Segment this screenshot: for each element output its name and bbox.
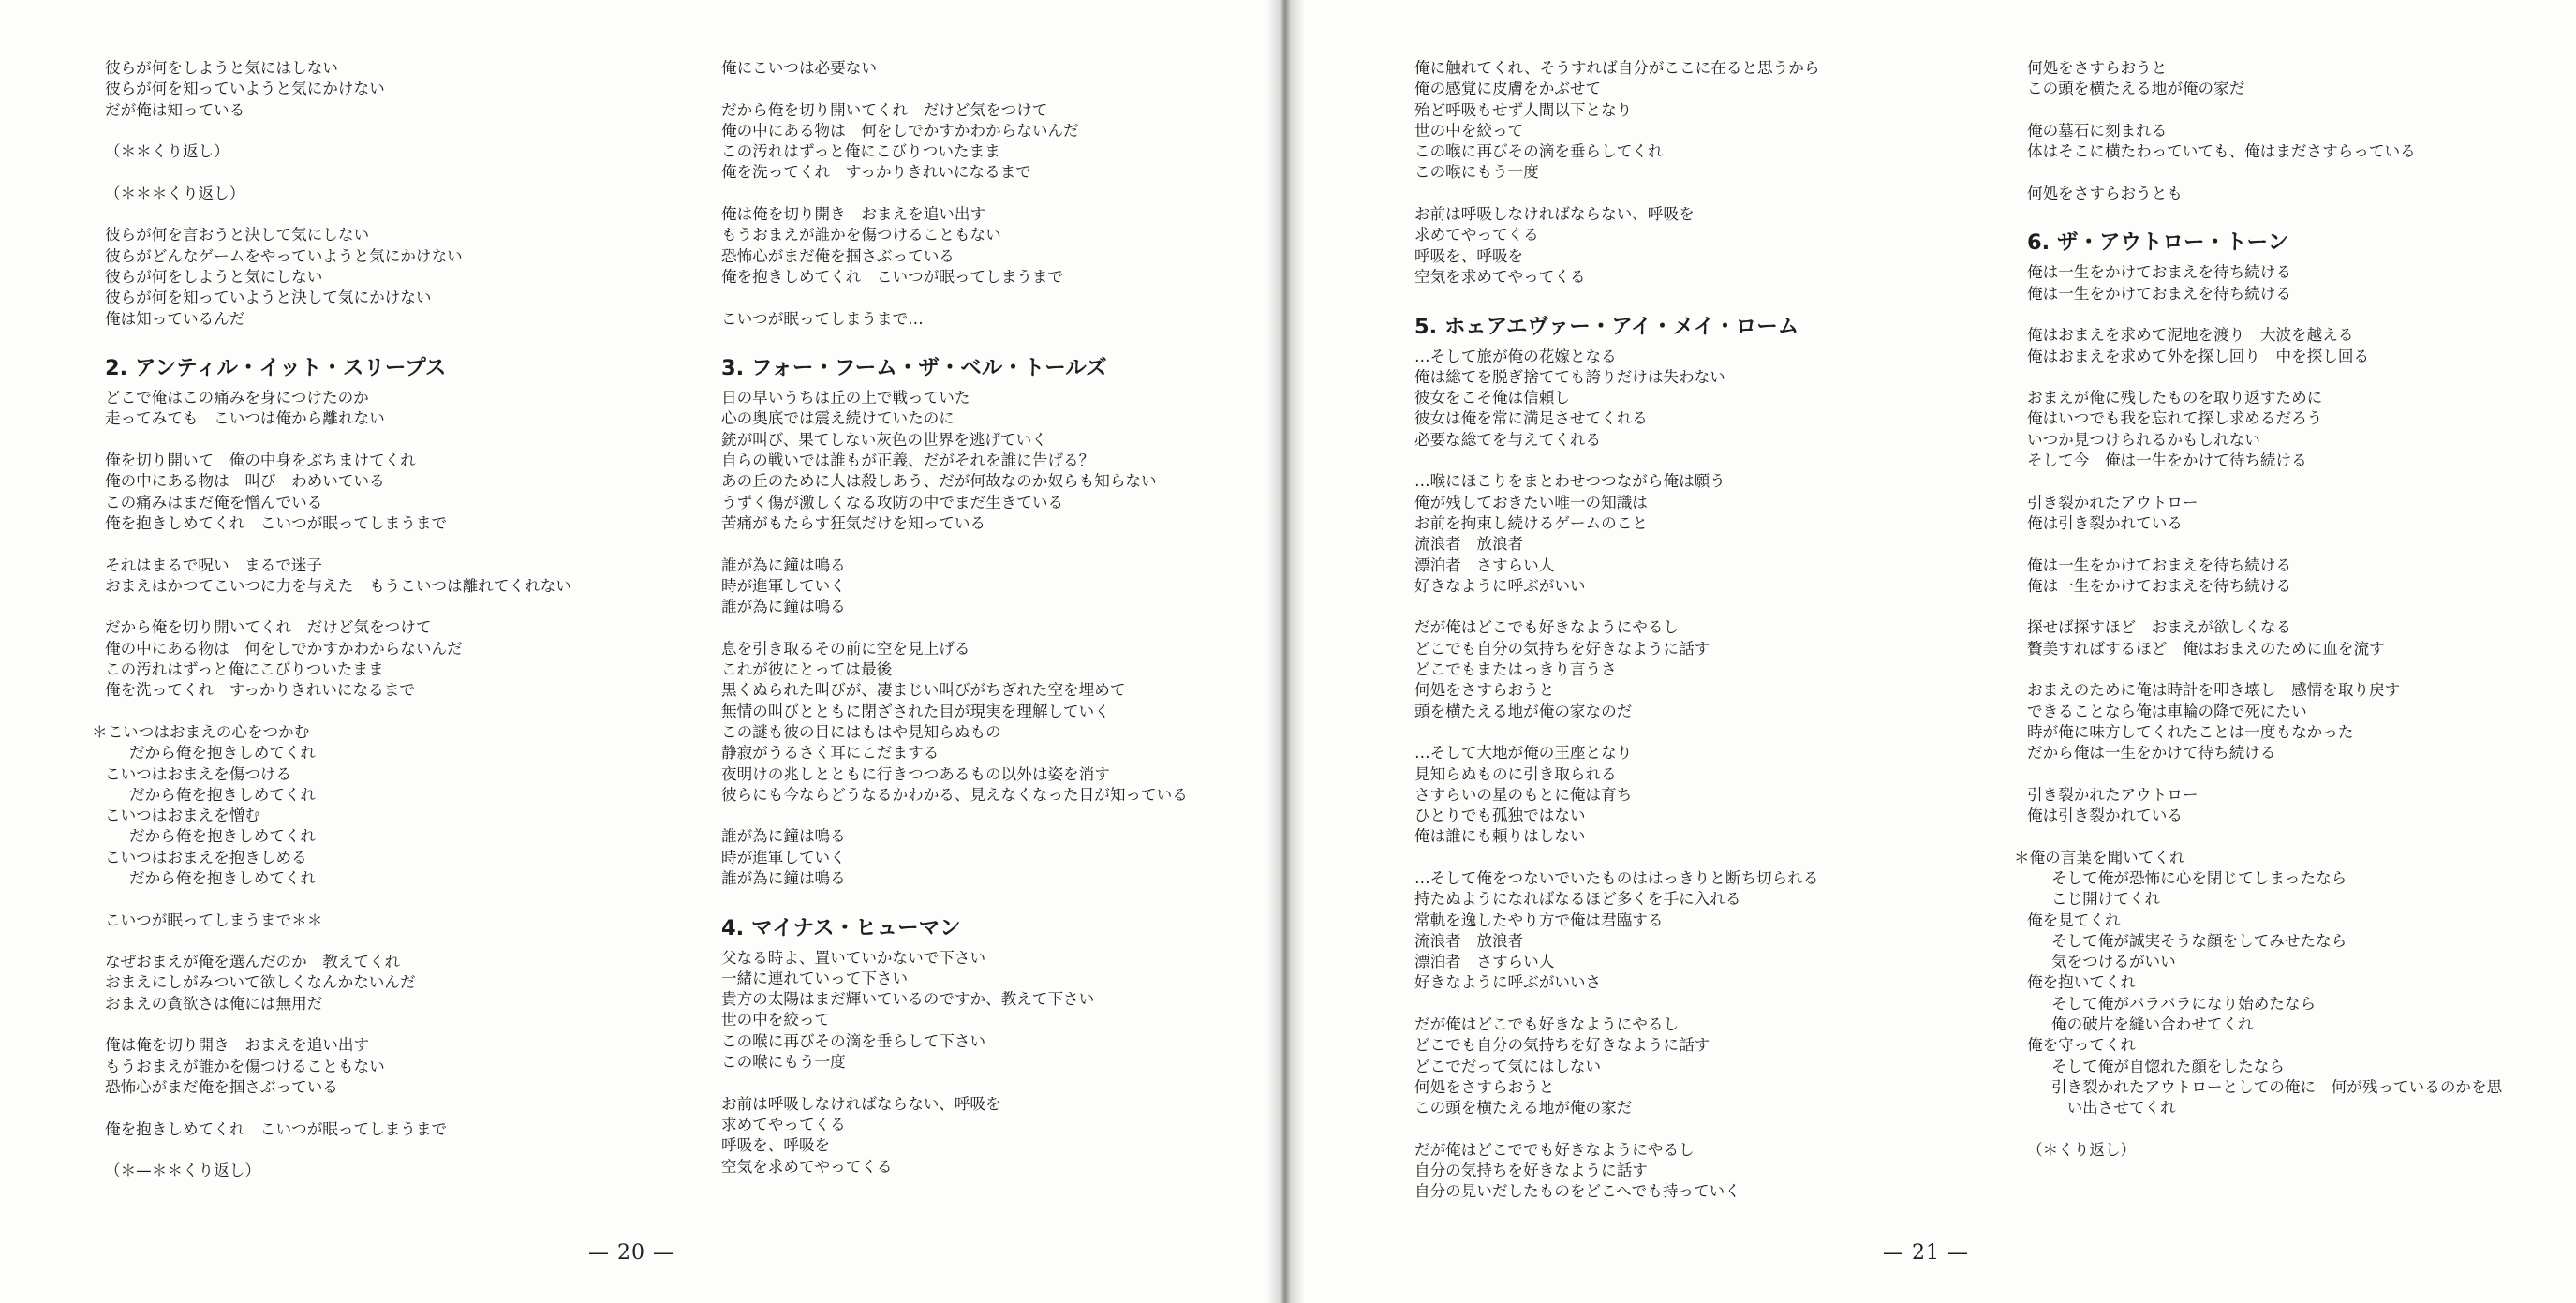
- lyric-line: おまえが俺に残したものを取り返すために: [2027, 389, 2323, 407]
- lyric-line: 探せば探すほど おまえが欲しくなる: [2027, 618, 2292, 637]
- lyric-line: 頭を横たえる地が俺の家なのだ: [1414, 702, 1633, 720]
- lyric-line: だから俺は一生をかけて待ち続ける: [2027, 744, 2276, 763]
- lyric-line: 一緒に連れていって下さい: [721, 969, 909, 987]
- lyric-line: 俺を抱いてくれ: [2027, 973, 2137, 992]
- lyric-line: この喉にもう一度: [1414, 163, 1539, 182]
- lyric-line: おまえの貪欲さは俺には無用だ: [105, 994, 323, 1013]
- lyric-line-indented: だから俺を抱きしめてくれ: [129, 744, 317, 763]
- lyric-line: 俺は引き裂かれている: [2027, 513, 2183, 532]
- stanza-gap: [2027, 764, 2576, 785]
- lyric-line: 彼女をこそ俺は信頼し: [1414, 389, 1570, 407]
- lyric-line-marked: ＊俺の言葉を聞いてくれ: [2014, 848, 2185, 866]
- lyric-line: 俺の墓石に刻まれる: [2027, 121, 2168, 140]
- lyric-line: 彼らがどんなゲームをやっていようと気にかけない: [105, 246, 463, 265]
- lyric-line: いつか見つけられるかもしれない: [2027, 430, 2260, 449]
- lyric-line: 俺を洗ってくれ すっかりきれいになるまで: [721, 163, 1031, 182]
- stanza-gap: [105, 162, 667, 183]
- book-spine: [1266, 0, 1304, 1303]
- song-title: 4. マイナス・ヒューマン: [721, 915, 961, 940]
- lyric-line: 彼らが何を言おうと決して気にしない: [105, 226, 370, 244]
- lyric-line: おまえにしがみついて欲しくなんかないんだ: [105, 973, 416, 992]
- lyric-line: …そして旅が俺の花嫁となる: [1414, 347, 1617, 365]
- lyric-line: 俺の中にある物は 叫び わめいている: [105, 472, 385, 491]
- lyric-line: どこで俺はこの痛みを身につけたのか: [105, 389, 369, 407]
- stanza-gap: [1414, 597, 1976, 617]
- stanza-gap: [721, 617, 1283, 638]
- lyric-line: この謎も彼の目にはもはや見知らぬもの: [721, 722, 1001, 741]
- stanza-gap: [1414, 994, 1976, 1014]
- lyric-line: 求めてやってくる: [721, 1115, 846, 1133]
- lyric-line-marked: ＊こいつはおまえの心をつかむ: [92, 722, 310, 741]
- left-page: [0, 0, 1281, 1303]
- lyric-line: 何処をさすらおうと: [2027, 59, 2168, 77]
- lyric-line: こいつが眠ってしまうまで…: [721, 309, 924, 328]
- stanza-gap: [721, 330, 1283, 350]
- stanza-gap: [2027, 100, 2576, 121]
- lyric-line: できることなら俺は車輪の降で死にたい: [2027, 702, 2307, 720]
- lyric-line: 流浪者 放浪者: [1414, 931, 1524, 950]
- lyric-line: 俺の中にある物は 何をしでかすかわからないんだ: [105, 639, 463, 658]
- lyric-line: どこでも自分の気持ちを好きなように話す: [1414, 639, 1710, 658]
- stanza-gap: [2027, 659, 2576, 680]
- lyric-line: 俺に触れてくれ、そうすれば自分がここに在ると思うから: [1414, 59, 1820, 77]
- lyric-line: 俺は一生をかけておまえを待ち続ける: [2027, 555, 2292, 574]
- lyric-line-indented: 気をつけるがいい: [2051, 953, 2176, 971]
- lyric-line: 空気を求めてやってくる: [721, 1157, 893, 1176]
- lyric-line: だから俺を切り開いてくれ だけど気をつけて: [721, 100, 1048, 119]
- lyric-line: 日の早いうちは丘の上で戦っていた: [721, 389, 970, 407]
- lyric-line: こいつはおまえを憎む: [105, 807, 260, 825]
- lyric-line: 好きなように呼ぶがいいさ: [1414, 973, 1602, 992]
- stanza-gap: [105, 1098, 667, 1118]
- lyric-line: 俺は知っているんだ: [105, 309, 245, 328]
- lyric-line: …そして大地が俺の王座となり: [1414, 744, 1633, 763]
- stanza-gap: [721, 889, 1283, 910]
- lyric-line: 俺はおまえを求めて泥地を渡り 大波を越える: [2027, 326, 2354, 345]
- right-page: [1281, 0, 2576, 1303]
- lyric-line: 俺はおまえを求めて外を探し回り 中を探し回る: [2027, 347, 2370, 365]
- lyric-line: 俺の中にある物は 何をしでかすかわからないんだ: [721, 121, 1079, 140]
- stanza-gap: [2027, 367, 2576, 388]
- lyric-line: 必要な総てを与えてくれる: [1414, 430, 1602, 449]
- lyric-line: 空気を求めてやってくる: [1414, 267, 1586, 286]
- lyric-line: 殆ど呼吸もせず人間以下となり: [1414, 100, 1633, 119]
- lyric-line: どこでだって気にはしない: [1414, 1057, 1602, 1075]
- lyric-line: だから俺を切り開いてくれ だけど気をつけて: [105, 618, 432, 637]
- lyric-line: ひとりでも孤独ではない: [1414, 807, 1586, 825]
- lyric-line: そして今 俺は一生をかけて待ち続ける: [2027, 452, 2307, 470]
- stanza-gap: [1414, 184, 1976, 204]
- lyric-line: 銃が叫び、果てしない灰色の世界を逃げていく: [721, 430, 1047, 449]
- lyric-line-indented: そして俺が自惚れた顔をしたなら: [2051, 1057, 2285, 1075]
- lyric-line: 求めてやってくる: [1414, 226, 1539, 244]
- lyric-line: この頭を横たえる地が俺の家だ: [1414, 1099, 1633, 1118]
- lyric-line: 俺は一生をかけておまえを待ち続ける: [2027, 284, 2292, 303]
- lyric-line: 俺を洗ってくれ すっかりきれいになるまで: [105, 681, 415, 700]
- lyric-line: 俺はいつでも我を忘れて探し求めるだろう: [2027, 409, 2323, 428]
- lyric-line: 贅美すればするほど 俺はおまえのために血を流す: [2027, 639, 2385, 658]
- stanza-gap: [721, 806, 1283, 826]
- lyric-line: 誰が為に鐘は鳴る: [721, 827, 846, 846]
- stanza-gap: [105, 204, 667, 225]
- stanza-gap: [2027, 826, 2576, 847]
- stanza-gap: [105, 121, 667, 141]
- lyric-line: （＊＊くり返し）: [105, 142, 229, 161]
- lyric-line: だが俺はどこででも好きなようにやるし: [1414, 1140, 1695, 1159]
- lyric-line: 俺は総てを脱ぎ捨てても誇りだけは失わない: [1414, 367, 1725, 386]
- lyric-line: 見知らぬものに引き取られる: [1414, 764, 1617, 783]
- lyric-line: 恐怖心がまだ俺を掴さぶっている: [721, 246, 955, 265]
- lyric-line: 俺を抱きしめてくれ こいつが眠ってしまうまで: [105, 513, 448, 532]
- stanza-gap: [1414, 288, 1976, 308]
- lyric-line: どこでもまたはっきり言うさ: [1414, 660, 1617, 679]
- lyric-line: 俺を守ってくれ: [2027, 1036, 2137, 1055]
- lyric-line: 自分の気持ちを好きなように話す: [1414, 1162, 1648, 1180]
- lyric-line: 静寂がうるさく耳にこだまする: [721, 744, 940, 763]
- right-page-column-1: [1414, 58, 1976, 1203]
- lyric-line: 俺にこいつは必要ない: [721, 59, 877, 77]
- stanza-gap: [2027, 471, 2576, 492]
- lyric-line-indented: 引き裂かれたアウトローとしての俺に 何が残っているのかを思: [2051, 1077, 2503, 1096]
- lyric-line: 俺は俺を切り開き おまえを追い出す: [721, 205, 986, 224]
- lyric-line: 俺の感覚に皮膚をかぶせて: [1414, 80, 1602, 98]
- lyric-line-indented: そして俺が恐怖に心を閉じてしまったなら: [2051, 868, 2347, 887]
- lyric-line: この喉に再びその滴を垂らして下さい: [721, 1031, 986, 1050]
- lyric-line: おまえのために俺は時計を叩き壊し 感情を取り戻す: [2027, 681, 2401, 700]
- lyric-line: 俺を切り開いて 俺の中身をぶちまけてくれ: [105, 452, 416, 470]
- lyric-line: 時が進軍していく: [721, 848, 846, 866]
- lyric-line: お前を拘束し続けるゲームのこと: [1414, 513, 1648, 532]
- lyric-line: 彼らが何をしようと気にはしない: [105, 59, 338, 77]
- lyric-line: 俺を見てくれ: [2027, 911, 2121, 929]
- song-title: 3. フォー・フーム・ザ・ベル・トールズ: [721, 356, 1107, 381]
- stanza-gap: [105, 1140, 667, 1161]
- lyric-line: 何処をさすらおうと: [1414, 1077, 1555, 1096]
- lyric-line: 自らの戦いでは誰もが正義、だがそれを誰に告げる？: [721, 452, 1095, 470]
- lyric-line: 引き裂かれたアウトロー: [2027, 785, 2198, 804]
- lyric-line: 走ってみても こいつは俺から離れない: [105, 409, 385, 428]
- lyric-line: なぜおまえが俺を選んだのか 教えてくれ: [105, 953, 401, 971]
- lyric-line: 貴方の太陽はまだ輝いているのですか、教えて下さい: [721, 990, 1095, 1009]
- lyric-line: …喉にほこりをまとわせつつながら俺は願う: [1414, 472, 1725, 491]
- right-page-column-2: [2014, 58, 2576, 1161]
- stanza-gap: [721, 79, 1283, 99]
- lyric-line: 息を引き取るその前に空を見上げる: [721, 639, 970, 658]
- stanza-gap: [721, 534, 1283, 555]
- lyric-line: （＊＊＊くり返し）: [105, 184, 245, 202]
- lyric-line: この汚れはずっと俺にこびりついたまま: [721, 142, 1000, 161]
- lyric-line: 彼らが何をしようと気にしない: [105, 267, 323, 286]
- lyric-line: 心の奥底では震え続けていたのに: [721, 409, 955, 428]
- lyric-line: 俺が残しておきたい唯一の知識は: [1414, 493, 1648, 511]
- lyric-line-indented: そして俺が誠実そうな顔をしてみせたなら: [2051, 931, 2347, 950]
- lyric-line: 俺を抱きしめてくれ こいつが眠ってしまうまで: [721, 267, 1064, 286]
- lyric-line: だが俺は知っている: [105, 100, 245, 119]
- lyric-line: 俺を抱きしめてくれ こいつが眠ってしまうまで: [105, 1119, 448, 1138]
- stanza-gap: [105, 889, 667, 910]
- lyric-line: 父なる時よ、置いていかないで下さい: [721, 948, 986, 967]
- lyric-line: 時が俺に味方してくれたことは一度もなかった: [2027, 722, 2354, 741]
- lyric-line: もうおまえが誰かを傷つけることもない: [105, 1057, 385, 1075]
- lyric-line: 好きなように呼ぶがいい: [1414, 576, 1586, 595]
- stanza-gap: [1414, 848, 1976, 868]
- lyric-line: さすらいの星のもとに俺は育ち: [1414, 785, 1633, 804]
- song-title: 6. ザ・アウトロー・トーン: [2027, 230, 2289, 256]
- lyric-line: お前は呼吸しなければならない、呼吸を: [721, 1094, 1001, 1113]
- lyric-line: 彼らにも今ならどうなるかわかる、見えなくなった目が知っている: [721, 785, 1188, 804]
- lyric-line: この喉にもう一度: [721, 1053, 846, 1072]
- lyric-line: 俺は引き裂かれている: [2027, 807, 2183, 825]
- stanza-gap: [2027, 1119, 2576, 1140]
- lyric-line: どこでも自分の気持ちを好きなように話す: [1414, 1036, 1710, 1055]
- lyric-line: 自分の見いだしたものをどこへでも持っていく: [1414, 1182, 1740, 1201]
- lyric-line: この頭を横たえる地が俺の家だ: [2027, 80, 2245, 98]
- song-title: 2. アンティル・イット・スリープス: [105, 356, 447, 381]
- lyric-line: 苦痛がもたらす狂気だけを知っている: [721, 513, 986, 532]
- stanza-gap: [105, 702, 667, 722]
- lyric-line-indented: だから俺を抱きしめてくれ: [129, 785, 317, 804]
- stanza-gap: [105, 330, 667, 350]
- lyric-line-indented: だから俺を抱きしめてくれ: [129, 868, 317, 887]
- lyric-line-indented: こじ開けてくれ: [2051, 890, 2161, 909]
- stanza-gap: [2027, 304, 2576, 325]
- lyric-line: 呼吸を、呼吸を: [721, 1136, 831, 1155]
- lyric-line: 俺は一生をかけておまえを待ち続ける: [2027, 263, 2292, 282]
- lyric-line: あの丘のために人は殺しあう、だが何故なのか奴らも知らない: [721, 472, 1157, 491]
- lyric-line: 彼らが何を知っていようと決して気にかけない: [105, 289, 432, 307]
- stanza-gap: [2027, 162, 2576, 183]
- lyric-line: だが俺はどこでも好きなようにやるし: [1414, 618, 1680, 637]
- lyric-line: 恐怖心がまだ俺を掴さぶっている: [105, 1077, 338, 1096]
- lyric-line: この喉に再びその滴を垂らしてくれ: [1414, 142, 1664, 161]
- page-number-right: — 21 —: [1883, 1241, 1969, 1265]
- lyric-line: 誰が為に鐘は鳴る: [721, 868, 846, 887]
- lyric-line: 俺は俺を切り開き おまえを追い出す: [105, 1036, 370, 1055]
- lyric-line: 無情の叫びとともに閉ざされた目が現実を理解していく: [721, 702, 1110, 720]
- lyric-line: （＊—＊＊くり返し）: [105, 1162, 260, 1180]
- lyric-line: 誰が為に鐘は鳴る: [721, 598, 846, 616]
- lyric-line: これが彼にとっては最後: [721, 660, 893, 679]
- lyric-line: この痛みはまだ俺を憎んでいる: [105, 493, 323, 511]
- lyric-line: 黒くぬられた叫びが、凄まじい叫びがちぎれた空を埋めて: [721, 681, 1126, 700]
- lyric-line: 誰が為に鐘は鳴る: [721, 555, 846, 574]
- lyric-line-indented: 俺の破片を縫い合わせてくれ: [2051, 1015, 2254, 1034]
- stanza-gap: [2027, 597, 2576, 617]
- lyric-line: 呼吸を、呼吸を: [1414, 246, 1524, 265]
- lyric-line: お前は呼吸しなければならない、呼吸を: [1414, 205, 1695, 224]
- lyric-line: 俺は誰にも頼りはしない: [1414, 827, 1586, 846]
- song-title: 5. ホェアエヴァー・アイ・メイ・ローム: [1414, 314, 1799, 339]
- lyric-line-indented: だから俺を抱きしめてくれ: [129, 827, 317, 846]
- lyric-line: 彼女は俺を常に満足させてくれる: [1414, 409, 1648, 428]
- left-page-column-2: [721, 58, 1283, 1177]
- lyric-line: 彼らが何を知っていようと気にかけない: [105, 80, 385, 98]
- stanza-gap: [1414, 722, 1976, 743]
- lyric-line: こいつが眠ってしまうまで＊＊: [105, 911, 323, 929]
- lyric-line-indented: い出させてくれ: [2051, 1099, 2176, 1118]
- stanza-gap: [1414, 1119, 1976, 1140]
- lyric-line: 漂泊者 さすらい人: [1414, 555, 1555, 574]
- lyric-line: 俺は一生をかけておまえを待ち続ける: [2027, 576, 2292, 595]
- left-page-column-1: [92, 58, 667, 1181]
- page-number-left: — 20 —: [588, 1241, 674, 1265]
- lyric-line: こいつはおまえを抱きしめる: [105, 848, 307, 866]
- lyric-line: 時が進軍していく: [721, 576, 846, 595]
- lyric-line: うずく傷が激しくなる攻防の中でまだ生きている: [721, 493, 1064, 511]
- lyric-line: もうおまえが誰かを傷つけることもない: [721, 226, 1001, 244]
- lyric-line: 体はそこに横たわっていても、俺はまださすらっている: [2027, 142, 2416, 161]
- stanza-gap: [105, 1014, 667, 1035]
- lyric-line: おまえはかつてこいつに力を与えた もうこいつは離れてくれない: [105, 576, 571, 595]
- lyric-line: 常軌を逸したやり方で俺は君臨する: [1414, 911, 1664, 929]
- lyric-line: （＊くり返し）: [2027, 1140, 2137, 1159]
- stanza-gap: [105, 430, 667, 451]
- stanza-gap: [105, 534, 667, 555]
- lyric-line: 何処をさすらおうとも: [2027, 184, 2183, 202]
- stanza-gap: [2027, 204, 2576, 225]
- lyric-line: 世の中を絞って: [1414, 121, 1524, 140]
- lyric-line: …そして俺をつないでいたものははっきりと断ち切られる: [1414, 868, 1819, 887]
- stanza-gap: [2027, 534, 2576, 555]
- lyric-line: それはまるで呪い まるで迷子: [105, 555, 322, 574]
- stanza-gap: [105, 931, 667, 952]
- lyric-line: こいつはおまえを傷つける: [105, 764, 292, 783]
- stanza-gap: [721, 184, 1283, 204]
- lyric-line: だが俺はどこでも好きなようにやるし: [1414, 1015, 1680, 1034]
- lyric-line: 世の中を絞って: [721, 1011, 831, 1029]
- lyric-line: 何処をさすらおうと: [1414, 681, 1555, 700]
- lyric-line: 流浪者 放浪者: [1414, 535, 1524, 554]
- stanza-gap: [1414, 451, 1976, 471]
- lyric-line: 引き裂かれたアウトロー: [2027, 493, 2198, 511]
- lyric-line: 持たぬようになればなるほど多くを手に入れる: [1414, 890, 1741, 909]
- lyric-line-indented: そして俺がバラバラになり始めたなら: [2051, 994, 2317, 1013]
- lyric-line: 漂泊者 さすらい人: [1414, 953, 1555, 971]
- lyric-line: この汚れはずっと俺にこびりついたまま: [105, 660, 384, 679]
- stanza-gap: [721, 288, 1283, 308]
- stanza-gap: [721, 1073, 1283, 1093]
- lyric-line: 夜明けの兆しとともに行きつつあるもの以外は姿を消す: [721, 764, 1110, 783]
- stanza-gap: [105, 597, 667, 617]
